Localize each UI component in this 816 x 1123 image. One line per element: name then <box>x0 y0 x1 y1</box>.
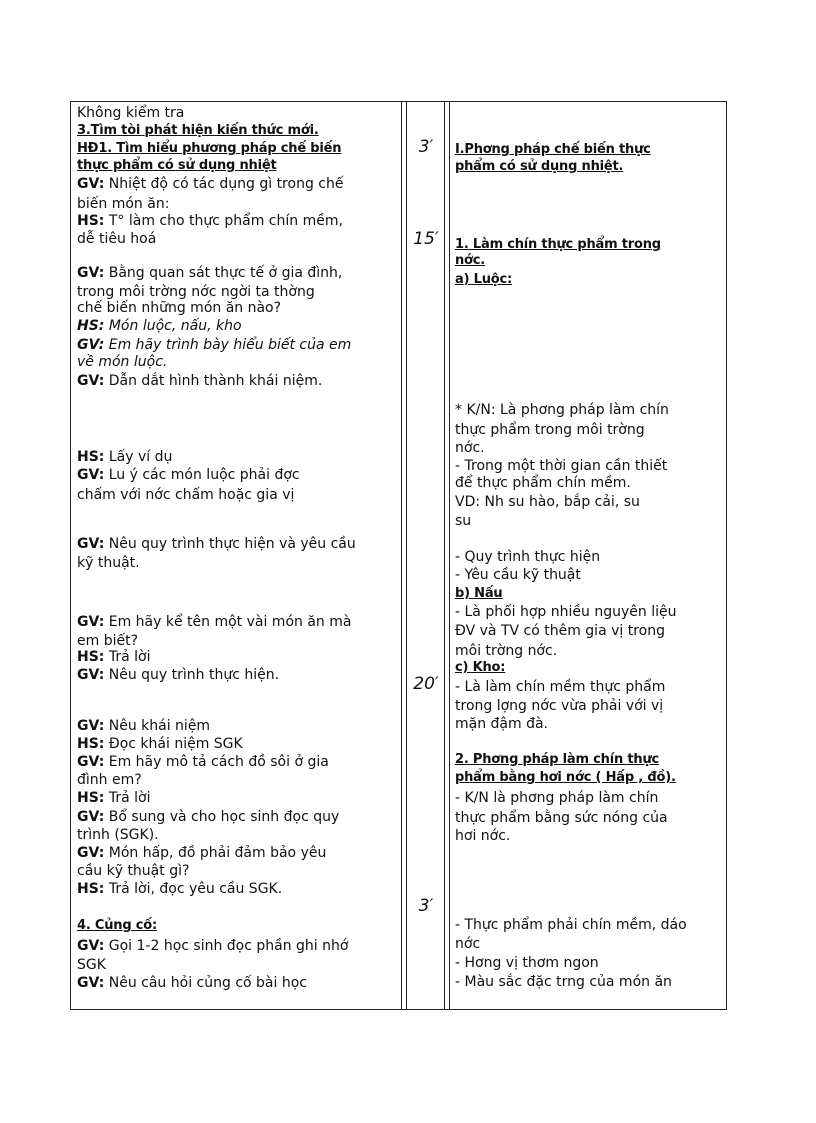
right-line-text: I.Phơng pháp chế biến thực <box>455 142 651 157</box>
right-line-text: - Quy trình thực hiện <box>455 549 601 565</box>
left-line <box>77 449 172 465</box>
right-line-text: 2. Phơng pháp làm chín thực <box>455 752 660 767</box>
speaker-label: HS: <box>77 649 105 665</box>
left-line-text: Món luộc, nấu, kho <box>104 318 242 334</box>
right-line-text: 1. Làm chín thực phẩm trong <box>455 237 661 252</box>
speaker-label: HS: <box>77 790 105 806</box>
right-line-text: - Là làm chín mềm thực phẩm <box>455 679 666 695</box>
right-line-text: nớc <box>455 936 481 952</box>
right-line <box>455 679 665 695</box>
left-line-text: Em hãy mô tả cách đồ sôi ở gia <box>104 754 329 770</box>
left-line <box>77 487 294 503</box>
left-line-text: 4. Củng cố: <box>77 918 158 933</box>
left-line-text: Nêu câu hỏi củng cố bài học <box>104 975 307 991</box>
right-line-text: su <box>455 513 472 529</box>
left-line <box>77 467 300 483</box>
right-line <box>455 752 659 768</box>
left-line <box>77 373 322 389</box>
right-line-text: - Trong một thời gian cần thiết <box>455 458 668 474</box>
left-line <box>77 284 315 300</box>
left-line <box>77 614 351 630</box>
left-line <box>77 667 279 683</box>
right-line-text: thực phẩm bằng sức nóng của <box>455 810 668 826</box>
speaker-label: HS: <box>77 449 105 465</box>
left-line <box>77 196 169 212</box>
left-line-text: Nêu quy trình thực hiện và yêu cầu <box>104 536 356 552</box>
left-line-text: Đọc khái niệm SGK <box>104 736 243 752</box>
left-line-text: em biết? <box>77 633 139 649</box>
right-line-text: - Là phối hợp nhiều nguyên liệu <box>455 604 677 620</box>
right-line-text: - Yêu cầu kỹ thuật <box>455 567 581 583</box>
speaker-label: GV: <box>77 614 105 630</box>
speaker-label: GV: <box>77 176 105 192</box>
activities-column <box>77 102 399 1009</box>
left-line-text: chấm với nớc chấm hoặc gia vị <box>77 487 295 503</box>
left-line-text: Dẫn dắt hình thành khái niệm. <box>104 373 323 389</box>
right-line <box>455 253 485 269</box>
left-line <box>77 318 242 334</box>
right-line <box>455 660 505 676</box>
lesson-plan-table <box>70 101 727 1010</box>
right-line <box>455 237 661 253</box>
left-line-text: Em hãy kể tên một vài món ăn mà <box>104 614 352 630</box>
left-line-text: đình em? <box>77 772 142 788</box>
speaker-label: GV: <box>77 975 105 991</box>
right-line <box>455 159 623 175</box>
left-line <box>77 536 356 552</box>
speaker-label: GV: <box>77 845 105 861</box>
right-line-text: môi trờng nớc. <box>455 643 558 659</box>
duration-label: 3′ <box>418 896 434 916</box>
left-line <box>77 881 282 897</box>
left-line <box>77 649 150 665</box>
column-divider <box>444 102 445 1009</box>
speaker-label: GV: <box>77 754 105 770</box>
column-divider <box>449 102 450 1009</box>
right-line-text: a) Luộc: <box>455 272 513 287</box>
right-line <box>455 440 485 456</box>
left-line-text: trình (SGK). <box>77 827 159 843</box>
right-line <box>455 810 668 826</box>
left-line <box>77 300 281 316</box>
right-line <box>455 698 663 714</box>
speaker-label: GV: <box>77 373 105 389</box>
right-line-text: nớc. <box>455 253 486 268</box>
left-line-text: Gọi 1-2 học sinh đọc phần ghi nhớ <box>104 938 349 954</box>
left-line <box>77 633 138 649</box>
left-line-text: chế biến những món ăn nào? <box>77 300 282 316</box>
right-line-text: - Hơng vị thơm ngon <box>455 955 599 971</box>
right-line-text: phẩm có sử dụng nhiệt. <box>455 159 624 174</box>
left-line <box>77 772 142 788</box>
left-line <box>77 863 189 879</box>
speaker-label: GV: <box>77 938 105 954</box>
left-line <box>77 105 184 121</box>
time-column <box>409 102 443 1009</box>
left-line <box>77 845 326 861</box>
left-line <box>77 790 150 806</box>
left-line <box>77 718 210 734</box>
right-line <box>455 142 651 158</box>
right-line-text: c) Kho: <box>455 660 506 675</box>
left-line <box>77 975 307 991</box>
left-line-text: cầu kỹ thuật gì? <box>77 863 190 879</box>
right-line <box>455 974 672 990</box>
left-line-text: Trả lời, đọc yêu cầu SGK. <box>104 881 283 897</box>
right-line <box>455 643 557 659</box>
right-line <box>455 955 599 971</box>
left-line-text: Em hãy trình bày hiểu biết của em <box>104 337 352 353</box>
right-line-text: ĐV và TV có thêm gia vị trong <box>455 623 665 639</box>
left-line <box>77 918 157 934</box>
right-line <box>455 623 665 639</box>
left-line <box>77 176 343 192</box>
speaker-label: HS: <box>77 881 105 897</box>
right-line <box>455 272 512 288</box>
right-line-text: VD: Nh su hào, bắp cải, su <box>455 494 640 510</box>
right-line <box>455 790 658 806</box>
left-line-text: Trả lời <box>104 649 151 665</box>
left-line-text: Bằng quan sát thực tế ở gia đình, <box>104 265 343 281</box>
speaker-label: HS: <box>77 318 105 334</box>
left-line <box>77 827 159 843</box>
speaker-label: GV: <box>77 718 105 734</box>
duration-label: 3′ <box>418 137 434 157</box>
speaker-label: GV: <box>77 536 105 552</box>
duration-label: 15′ <box>413 229 439 249</box>
right-line-text: thực phẩm trong môi trờng <box>455 422 645 438</box>
speaker-label: GV: <box>77 809 105 825</box>
left-line-text: biến món ăn: <box>77 196 170 212</box>
left-line <box>77 123 319 139</box>
left-line-text: Lấy ví dụ <box>104 449 173 465</box>
left-line-text: Trả lời <box>104 790 151 806</box>
left-line-text: Không kiểm tra <box>77 105 185 121</box>
left-line-text: Bổ sung và cho học sinh đọc quy <box>104 809 340 825</box>
right-line-text: hơi nớc. <box>455 828 511 844</box>
speaker-label: GV: <box>77 337 105 353</box>
right-line-text: nớc. <box>455 440 485 456</box>
left-line <box>77 337 351 353</box>
left-line <box>77 158 277 174</box>
left-line <box>77 754 329 770</box>
speaker-label: HS: <box>77 213 105 229</box>
duration-label: 20′ <box>413 674 439 694</box>
speaker-label: GV: <box>77 467 105 483</box>
left-line <box>77 213 343 229</box>
column-divider <box>406 102 407 1009</box>
right-line <box>455 716 548 732</box>
left-line-text: Nêu khái niệm <box>104 718 211 734</box>
right-line <box>455 936 480 952</box>
left-line <box>77 141 341 157</box>
speaker-label: GV: <box>77 265 105 281</box>
right-line <box>455 828 510 844</box>
left-line-text: Lu ý các món luộc phải đợc <box>104 467 300 483</box>
left-line-text: trong môi trờng nớc ngời ta thờng <box>77 284 315 300</box>
right-line <box>455 475 631 491</box>
left-line <box>77 938 348 954</box>
speaker-label: HS: <box>77 736 105 752</box>
right-line-text: trong lợng nớc vừa phải với vị <box>455 698 664 714</box>
left-line-text: dễ tiêu hoá <box>77 231 157 247</box>
right-line <box>455 402 669 418</box>
left-line-text: HĐ1. Tìm hiểu phương pháp chế biến <box>77 141 342 156</box>
right-line <box>455 494 640 510</box>
right-line <box>455 422 645 438</box>
right-line-text: b) Nấu <box>455 586 503 601</box>
right-line <box>455 567 581 583</box>
left-line <box>77 957 106 973</box>
left-line <box>77 265 342 281</box>
right-line <box>455 513 471 529</box>
right-line <box>455 549 600 565</box>
left-line-text: T° làm cho thực phẩm chín mềm, <box>104 213 343 229</box>
content-column <box>455 102 725 1009</box>
left-line-text: Món hấp, đồ phải đảm bảo yêu <box>104 845 327 861</box>
left-line-text: kỹ thuật. <box>77 555 140 571</box>
right-line <box>455 604 676 620</box>
right-line-text: - Màu sắc đặc trng của món ăn <box>455 974 672 990</box>
left-line <box>77 555 140 571</box>
right-line-text: phẩm bằng hơi nớc ( Hấp , đồ). <box>455 770 676 785</box>
left-line <box>77 231 156 247</box>
left-line-text: SGK <box>77 957 106 973</box>
right-line-text: * K/N: Là phơng pháp làm chín <box>455 402 669 418</box>
right-line-text: - K/N là phơng pháp làm chín <box>455 790 659 806</box>
right-line <box>455 586 502 602</box>
right-line-text: - Thực phẩm phải chín mềm, dáo <box>455 917 687 933</box>
right-line-text: để thực phẩm chín mềm. <box>455 475 631 491</box>
speaker-label: GV: <box>77 667 105 683</box>
right-line <box>455 770 676 786</box>
left-line-text: Nêu quy trình thực hiện. <box>104 667 280 683</box>
left-line <box>77 354 167 370</box>
left-line-text: Nhiệt độ có tác dụng gì trong chế <box>104 176 344 192</box>
left-line <box>77 809 339 825</box>
column-divider <box>401 102 402 1009</box>
left-line <box>77 736 243 752</box>
right-line <box>455 917 687 933</box>
left-line-text: về món luộc. <box>77 354 168 370</box>
right-line <box>455 458 667 474</box>
left-line-text: 3.Tìm tòi phát hiện kiến thức mới. <box>77 123 319 138</box>
left-line-text: thực phẩm có sử dụng nhiệt <box>77 158 277 173</box>
right-line-text: mặn đậm đà. <box>455 716 549 732</box>
